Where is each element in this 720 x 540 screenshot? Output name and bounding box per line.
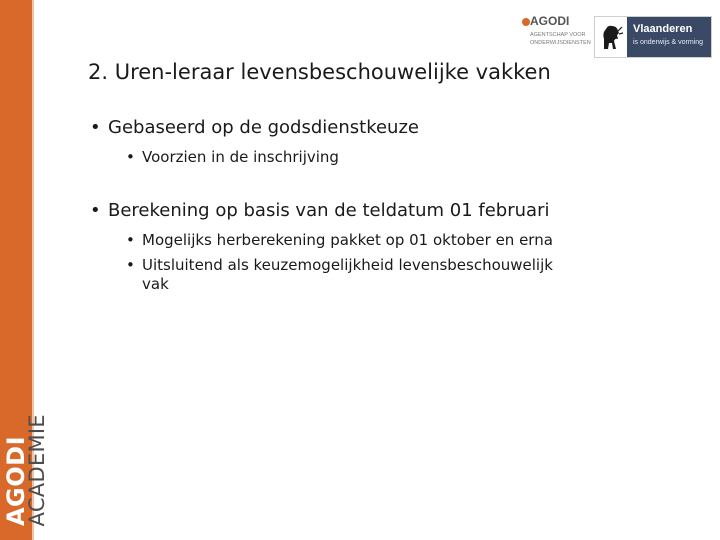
agodi-logo-subtitle: AGENTSCHAP VOOR ONDERWIJSDIENSTEN	[530, 32, 591, 46]
bullet-level1: • Berekening op basis van de teldatum 01 februari	[88, 199, 648, 223]
slide-content	[88, 116, 648, 294]
logo-agodi-text: AGODI	[2, 435, 30, 526]
vlaanderen-panel	[627, 17, 711, 57]
vlaanderen-name: Vlaanderen	[633, 23, 693, 35]
bullet-level2: • Voorzien in de inschrijving	[124, 148, 648, 167]
logo-academie-text: ACADEMIE	[25, 413, 49, 526]
agodi-dot-icon	[522, 18, 530, 26]
agodi-academie-logo	[3, 408, 49, 526]
agodi-logo-name: AGODI	[530, 14, 570, 28]
vlaanderen-logo	[594, 16, 712, 58]
bullet-level2: • Mogelijks herberekening pakket op 01 oktober en erna	[124, 231, 648, 250]
bullet-level2: • Uitsluitend als keuzemogelijkheid levensbeschouwelijk vak	[124, 256, 572, 294]
vlaanderen-subtitle: is onderwijs & vorming	[633, 39, 704, 46]
lion-icon	[595, 17, 627, 57]
slide-title: 2. Uren-leraar levensbeschouwelijke vakken	[88, 60, 551, 84]
bullet-level1: • Gebaseerd op de godsdienstkeuze	[88, 116, 648, 140]
agodi-logo	[522, 14, 590, 54]
